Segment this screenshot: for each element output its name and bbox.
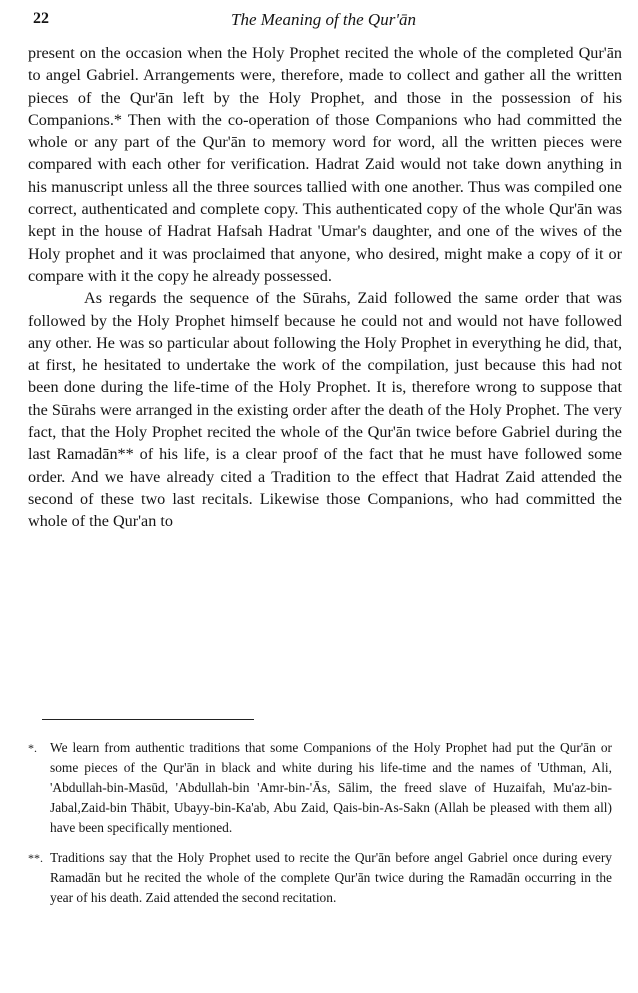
footnote-text: Traditions say that the Holy Prophet used to recite the Qur'ān before angel Gabriel once during every Ramadān but he recited the whole of the complete Qur'ān twice during the Ramadān occurring in the year of his death. Zaid attended the second recitation. [50, 850, 612, 905]
running-title: The Meaning of the Qur'ān [231, 10, 416, 29]
footnote-marker: **. [28, 851, 43, 865]
footnote-text: We learn from authentic traditions that some Companions of the Holy Prophet had put the Qur'ān or some pieces of the Qur'ān in black and white during his life-time and the names of 'Uthman, Ali, 'Abdullah-bin-Masūd, 'Abdullah-bin 'Amr-bin-'Ās, Sālim, the freed slave of Huzaifah, Mu'az-bin-Jabal,Zaid-bin Thābit, Ubayy-bin-Ka'ab, Abu Zaid, Qais-bin-As-Sakn (Allah be pleased with them all) have been specifically mentioned. [50, 740, 612, 835]
page-number: 22 [33, 10, 49, 27]
body-text [28, 42, 622, 533]
footnotes [28, 738, 612, 918]
paragraph-continued: present on the occasion when the Holy Prophet recited the whole of the completed Qur'ān to angel Gabriel. Arrangements were, therefore, made to collect and gather all the written pieces of the Qur'ān left by the Holy Prophet, and those in the possession of his Companions.* Then with the co-operation of those Companions who had committed the whole or any part of the Qur'ān to memory word for word, all the written pieces were compared with each other for verification. Hadrat Zaid would not take down anything in his manuscript unless all the three sources tallied with one another. Thus was compiled one correct, authenticated and complete copy. This authenticated copy of the whole Qur'ān was kept in the house of Hadrat Hafsah Hadrat 'Umar's daughter, and one of the wives of the Holy prophet and it was proclaimed that anyone, who desired, might make a copy of it or compare with it the copy he already possessed. [28, 44, 622, 285]
page-header [33, 10, 614, 34]
footnote-divider [42, 719, 254, 720]
footnote-marker: *. [28, 741, 37, 755]
paragraph-surah-sequence: As regards the sequence of the Sūrahs, Zaid followed the same order that was followed by the Holy Prophet himself because he could not and would not have followed any other. He was so particular about following the Holy Prophet in everything he did, that, at first, he hesitated to undertake the work of the compilation, just because this had not been done during the life-time of the Holy Prophet. It is, therefore wrong to suppose that the Sūrahs were arranged in the existing order after the death of the Holy Prophet. The very fact, that the Holy Prophet recited the whole of the Qur'ān twice before Gabriel during the last Ramadān** of his life, is a clear proof of the fact that he must have followed some order. And we have already cited a Tradition to the effect that Hadrat Zaid attended the second of these two last recitals. Likewise those Companions, who had committed the whole of the Qur'an to [28, 289, 622, 531]
footnote-2 [28, 848, 612, 908]
footnote-1 [28, 738, 612, 838]
